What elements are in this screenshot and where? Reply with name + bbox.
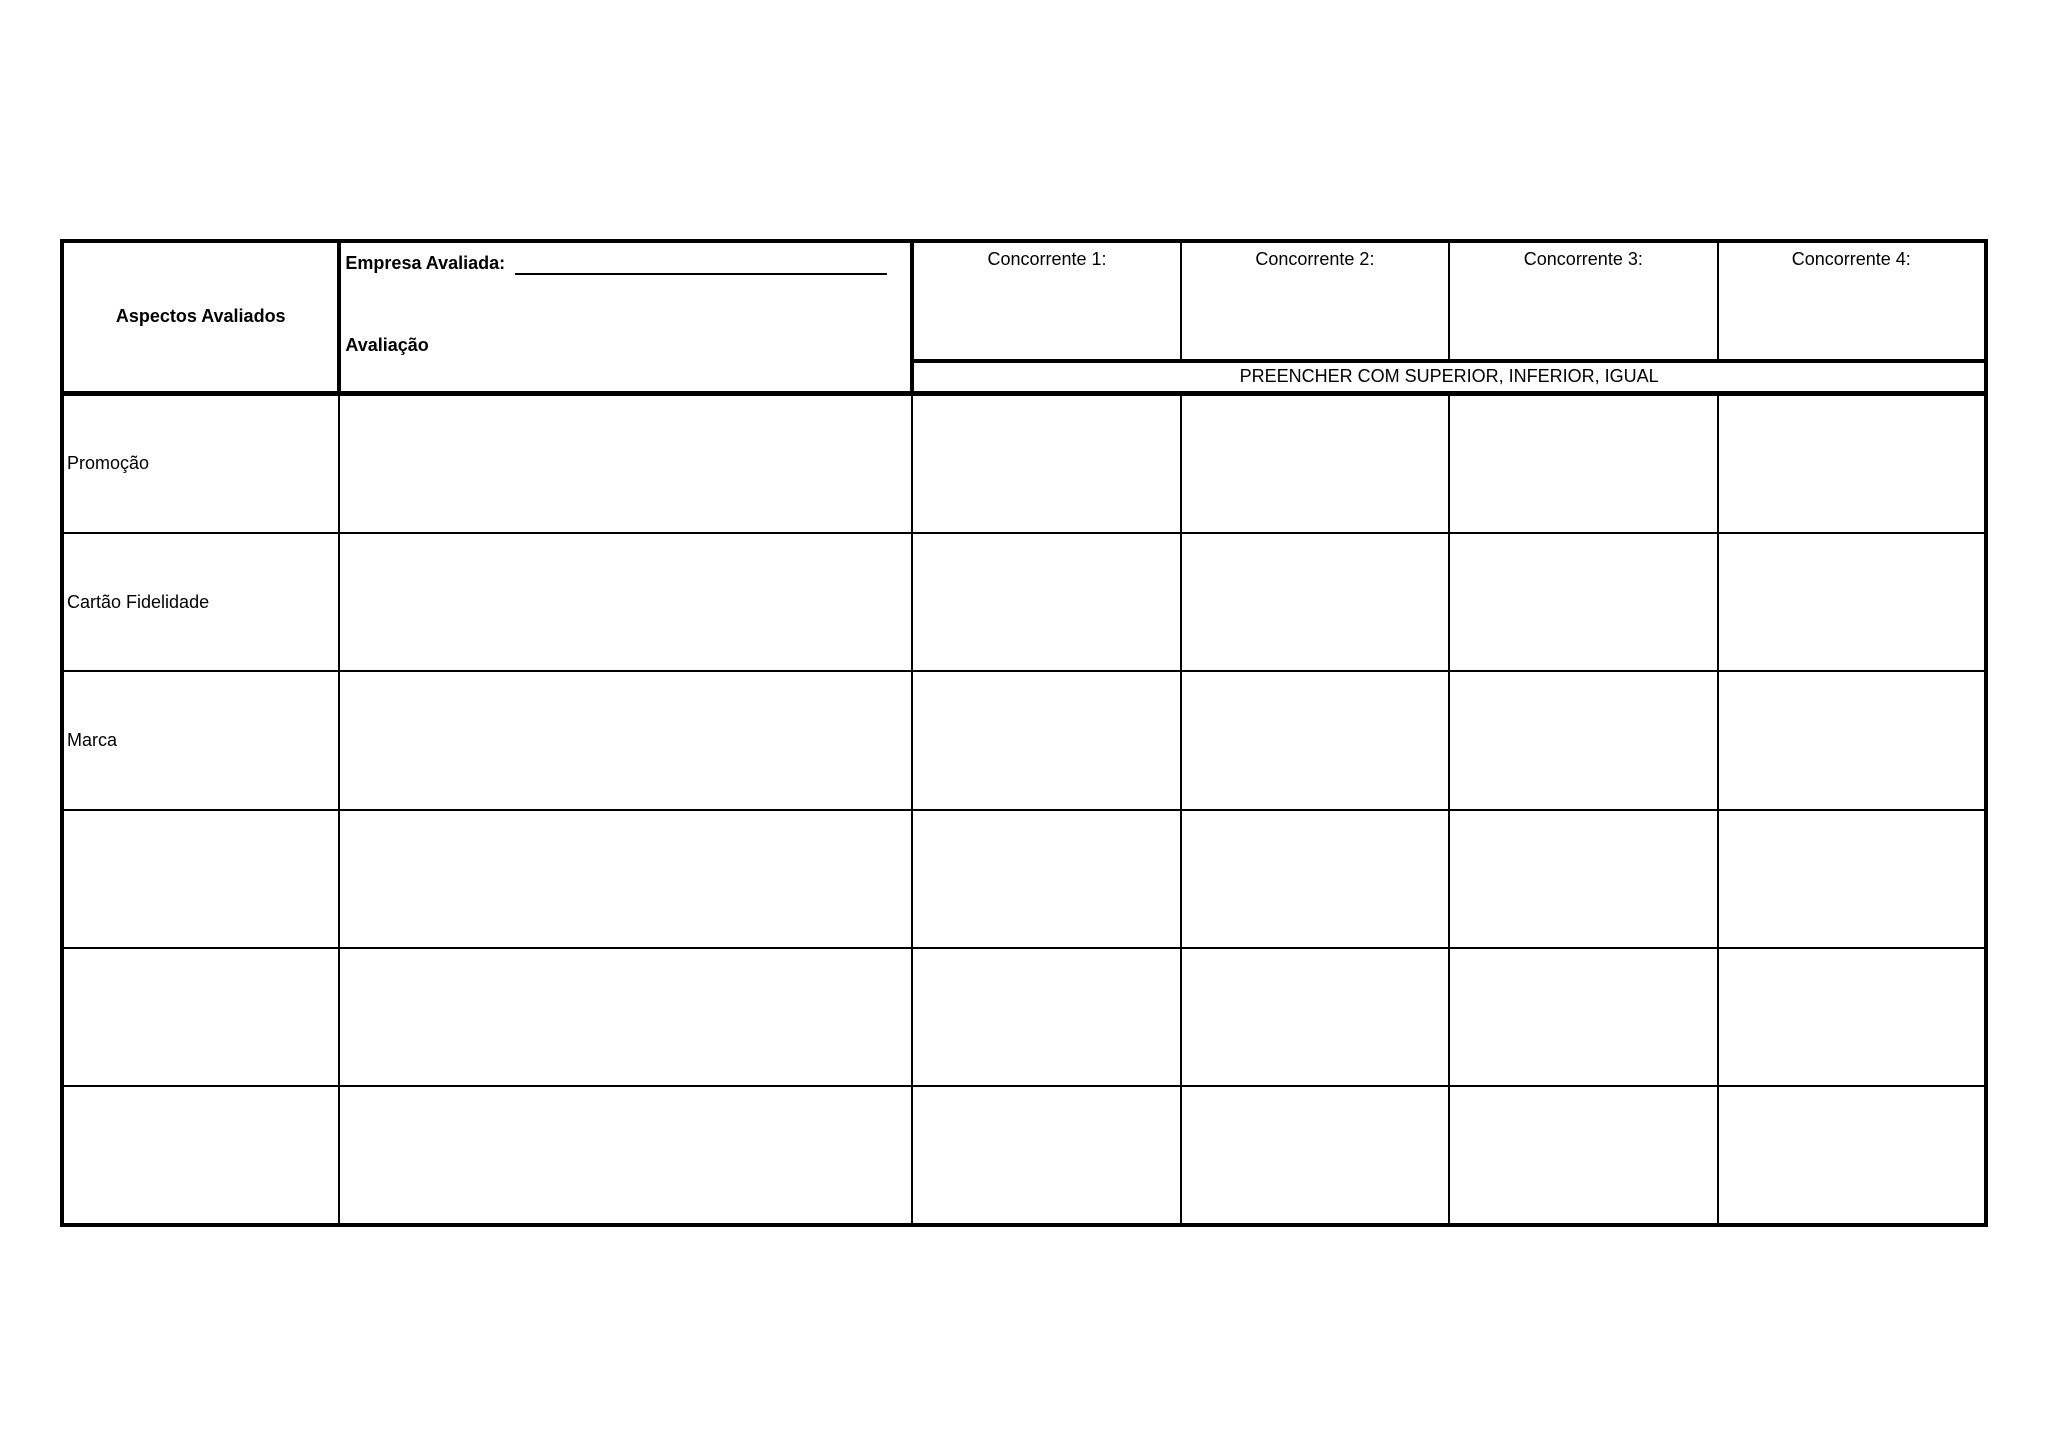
competitor-4-header[interactable]: Concorrente 4: — [1718, 241, 1986, 361]
aspect-cell[interactable] — [62, 948, 339, 1086]
table-row — [62, 948, 1986, 1086]
competitor-4-cell[interactable] — [1718, 1086, 1986, 1225]
table-row — [62, 1086, 1986, 1225]
table-row — [62, 810, 1986, 948]
evaluation-cell[interactable] — [339, 948, 912, 1086]
competitor-1-cell[interactable] — [912, 533, 1180, 671]
competitor-comparison-table — [60, 239, 1988, 1227]
competitor-1-cell[interactable] — [912, 948, 1180, 1086]
competitor-4-cell[interactable] — [1718, 533, 1986, 671]
table-row — [62, 394, 1986, 534]
company-field — [345, 253, 887, 275]
competitor-2-cell[interactable] — [1181, 533, 1449, 671]
aspect-cell: Marca — [62, 671, 339, 809]
evaluation-cell[interactable] — [339, 394, 912, 534]
evaluation-cell[interactable] — [339, 810, 912, 948]
company-label: Empresa Avaliada: — [345, 253, 506, 273]
competitor-2-cell[interactable] — [1181, 394, 1449, 534]
table-row — [62, 533, 1986, 671]
competitor-2-cell[interactable] — [1181, 948, 1449, 1086]
competitor-3-cell[interactable] — [1449, 810, 1717, 948]
evaluation-label: Avaliação — [345, 335, 429, 355]
aspect-cell[interactable] — [62, 810, 339, 948]
evaluation-cell[interactable] — [339, 533, 912, 671]
comparison-form — [60, 239, 1988, 1227]
competitor-3-cell[interactable] — [1449, 948, 1717, 1086]
aspect-cell: Cartão Fidelidade — [62, 533, 339, 671]
competitor-1-header[interactable]: Concorrente 1: — [912, 241, 1180, 361]
competitor-3-cell[interactable] — [1449, 533, 1717, 671]
company-name-blank[interactable] — [515, 255, 887, 275]
competitor-4-cell[interactable] — [1718, 394, 1986, 534]
competitor-1-cell[interactable] — [912, 1086, 1180, 1225]
evaluation-header — [339, 241, 912, 394]
competitor-4-cell[interactable] — [1718, 671, 1986, 809]
aspect-cell: Promoção — [62, 394, 339, 534]
header-row — [62, 241, 1986, 361]
table-row — [62, 671, 1986, 809]
competitor-2-cell[interactable] — [1181, 1086, 1449, 1225]
competitor-1-cell[interactable] — [912, 671, 1180, 809]
competitor-4-cell[interactable] — [1718, 810, 1986, 948]
aspects-header: Aspectos Avaliados — [62, 241, 339, 394]
competitor-2-cell[interactable] — [1181, 671, 1449, 809]
fill-instruction: PREENCHER COM SUPERIOR, INFERIOR, IGUAL — [912, 361, 1986, 394]
competitor-1-cell[interactable] — [912, 394, 1180, 534]
competitor-3-cell[interactable] — [1449, 671, 1717, 809]
evaluation-cell[interactable] — [339, 671, 912, 809]
competitor-3-header[interactable]: Concorrente 3: — [1449, 241, 1717, 361]
evaluation-cell[interactable] — [339, 1086, 912, 1225]
competitor-2-header[interactable]: Concorrente 2: — [1181, 241, 1449, 361]
aspect-cell[interactable] — [62, 1086, 339, 1225]
competitor-2-cell[interactable] — [1181, 810, 1449, 948]
competitor-4-cell[interactable] — [1718, 948, 1986, 1086]
competitor-3-cell[interactable] — [1449, 1086, 1717, 1225]
competitor-3-cell[interactable] — [1449, 394, 1717, 534]
competitor-1-cell[interactable] — [912, 810, 1180, 948]
